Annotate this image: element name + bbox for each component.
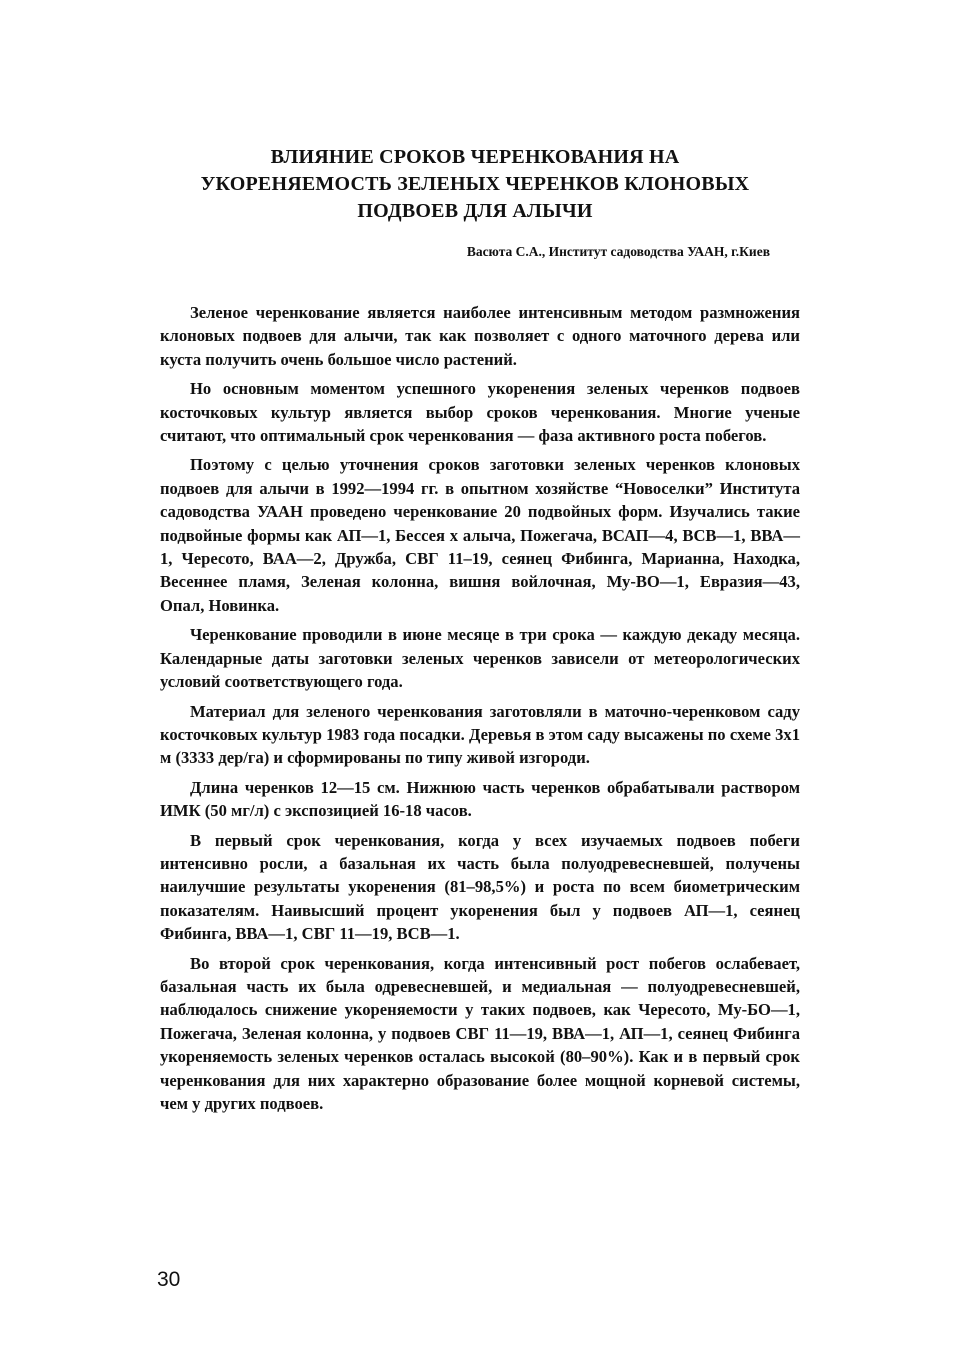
title-line-2: УКОРЕНЯЕМОСТЬ ЗЕЛЕНЫХ ЧЕРЕНКОВ КЛОНОВЫХ	[200, 173, 750, 195]
title-line-3: ПОДВОЕВ ДЛЯ АЛЫЧИ	[357, 200, 593, 222]
paragraph-6: Длина черенков 12—15 см. Нижнюю часть черенков обрабатывали раствором ИМК (50 мг/л) с экспозицией 16-18 часов.	[160, 777, 800, 821]
article-title	[150, 144, 800, 225]
title-line-1: ВЛИЯНИЕ СРОКОВ ЧЕРЕНКОВАНИЯ НА	[270, 146, 680, 168]
paragraph-5: Материал для зеленого черенкования заготовляли в маточно-черенковом саду косточковых культур 1983 года посадки. Деревья в этом саду высажены по схеме 3х1 м (3333 дер/га) и сформированы по типу живой изгороди.	[160, 701, 800, 768]
paragraph-4: Черенкование проводили в июне месяце в три срока — каждую декаду месяца. Календарные даты заготовки зеленых черенков зависели от метеорологических условий соответствующего года.	[160, 625, 800, 692]
article-body	[160, 301, 800, 1121]
paragraph-7: В первый срок черенкования, когда у всех изучаемых подвоев побеги интенсивно росли, а базальная их часть была полуодревесневшей, получены наилучшие результаты укоренения (81–98,5%) и роста по всем биометрическим показателям. Наивысший процент укоренения был у подвоев АП—1, сеянец Фибинга, ВВА—1, СВГ 11—19, ВСВ—1.	[160, 830, 800, 944]
author-affiliation: Васюта С.А., Институт садоводства УААН, г.Киев	[466, 244, 770, 259]
page-number: 30	[157, 1268, 181, 1291]
paragraph-8: Во второй срок черенкования, когда интенсивный рост побегов ослабевает, базальная часть их была одревесневшей, и медиальная — полуодревесневшей, наблюдалось снижение укореняемости у таких подвоев, как Чересото, Му-БО—1, Пожегача, Зеленая колонна, у подвоев СВГ 11—19, ВВА—1, АП—1, сеянец Фибинга укореняемость зеленых черенков осталась высокой (80–90%). Как и в первый срок черенкования для них характерно образование более мощной корневой системы, чем у других подвоев.	[160, 953, 800, 1113]
paragraph-1: Зеленое черенкование является наиболее интенсивным методом размножения клоновых подвоев для алычи, так как позволяет с одного маточного дерева или куста получить очень большое число растений.	[160, 303, 800, 369]
paragraph-3: Поэтому с целью уточнения сроков заготовки зеленых черенков клоновых подвоев для алычи в 1992—1994 гг. в опытном хозяйстве “Новоселки” Института садоводства УААН проведено черенкование 20 подвойных форм. Изучались такие подвойные формы как АП—1, Бессея х алыча, Пожегача, ВСАП—4, ВСВ—1, ВВА—1, Чересото, ВАА—2, Дружба, СВГ 11–19, сеянец Фибинга, Марианна, Находка, Весеннее пламя, Зеленая колонна, вишня войлочная, Му-ВО—1, Евразия—43, Опал, Новинка.	[160, 455, 800, 615]
paragraph-2: Но основным моментом успешного укоренения зеленых черенков подвоев косточковых культур является выбор сроков черенкования. Многие ученые считают, что оптимальный срок черенкования — фаза активного роста побегов.	[160, 379, 800, 446]
